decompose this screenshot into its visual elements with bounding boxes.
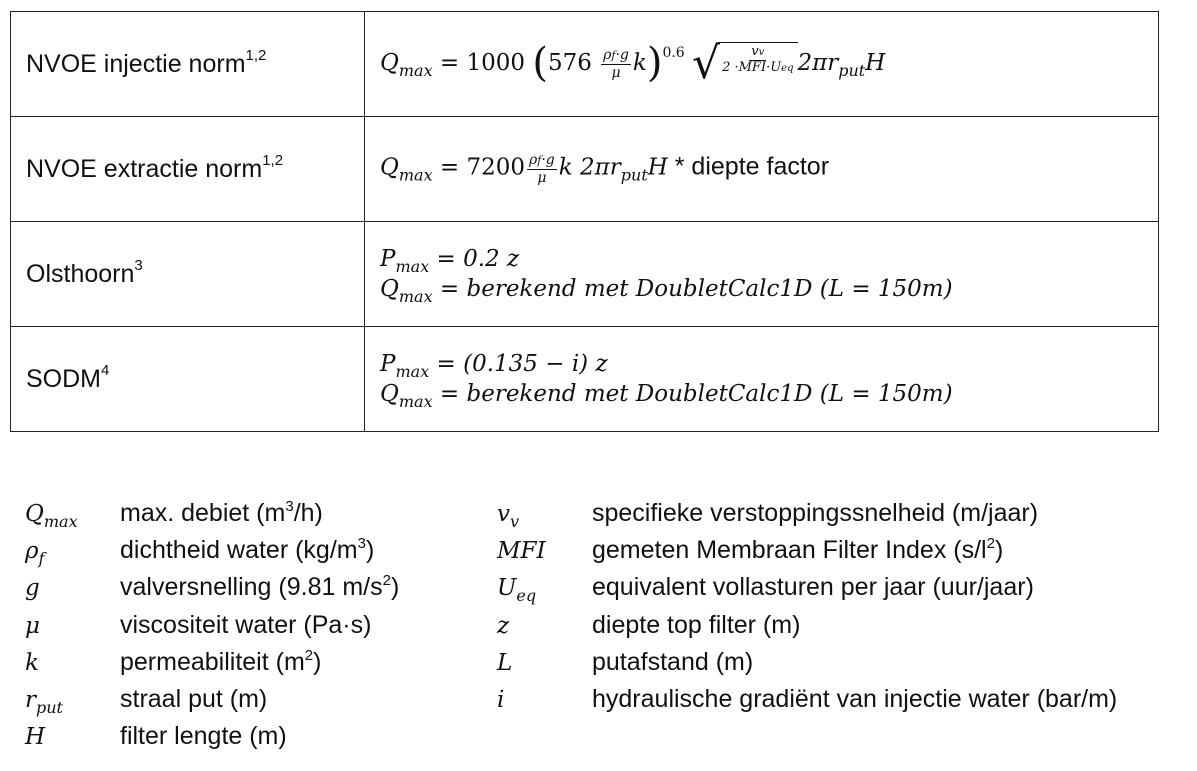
norm-reference: 1,2 — [245, 46, 267, 64]
legend-symbol: L — [497, 650, 513, 676]
legend-description: filter lengte (m) — [120, 722, 287, 750]
norm-reference: 3 — [134, 256, 143, 274]
legend-symbol: H — [25, 724, 46, 750]
legend-symbol: $v_v$ — [497, 501, 520, 531]
legend-symbol: MFI — [497, 538, 546, 564]
formula-tail: 2πr — [797, 50, 839, 76]
formula-text-tail: * diepte factor — [667, 153, 830, 181]
norm-reference: 4 — [101, 361, 110, 379]
open-paren: ( — [532, 40, 548, 86]
frac-den: μ — [537, 169, 547, 186]
formula-lhs: Q — [380, 381, 399, 407]
formula-lhs: Q — [380, 155, 399, 181]
frac-num: ρ — [603, 47, 612, 64]
frac-num-sub: f — [537, 154, 542, 168]
legend-symbol: $U_{eq}$ — [497, 575, 537, 605]
legend-symbol: i — [497, 687, 505, 713]
legend-symbol: $Q_{max}$ — [25, 501, 78, 531]
legend-description: valversnelling (9.81 $m/s^2$) — [120, 572, 400, 601]
legend-description: putafstand (m) — [592, 648, 754, 676]
formula-eq: = 7200 — [439, 155, 526, 181]
sqrt-den-sub: eq — [781, 62, 794, 74]
sqrt-num: v — [751, 44, 759, 59]
frac-num: ρ — [529, 152, 538, 169]
frac-num-rest: ·g — [541, 152, 555, 169]
formula-rhs: = 0.2 z — [436, 246, 520, 272]
close-paren: ) — [646, 40, 663, 86]
frac-num-rest: ·g — [615, 47, 629, 64]
legend-description: hydraulische gradiënt van injectie water (bar/m) — [592, 685, 1118, 713]
formula-tail-sub: put — [838, 61, 866, 80]
norm-name: NVOE extractie norm — [26, 154, 263, 183]
legend-description: viscositeit water (Pa·s) — [120, 611, 372, 639]
legend-description: max. debiet $(m^3/h)$ — [120, 498, 323, 527]
formula-after-frac: k 2πr — [558, 155, 621, 181]
legend-description: diepte top filter (m) — [592, 611, 801, 639]
legend-description: permeabiliteit $(m^2)$ — [120, 647, 322, 676]
norm-name: Olsthoorn — [26, 259, 135, 288]
square-root: √ $\frac{vv}{\text{2 ·MFI·Ueq}}$ — [692, 42, 797, 86]
legend-symbol: $r_{put}$ — [25, 687, 63, 717]
formula-exponent: 0.6 — [662, 45, 685, 61]
formula-eq: = 1000 — [439, 50, 526, 76]
legend-description: dichtheid water $(kg/m^3)$ — [120, 535, 375, 564]
legend-symbol: z — [497, 613, 510, 639]
formula-k: k — [632, 50, 647, 76]
formula-rhs: = (0.135 − i) z — [436, 351, 608, 377]
formula-lhs: P — [380, 246, 396, 272]
sqrt-den: 2 ·MFI·U — [722, 59, 782, 75]
legend-symbol: g — [25, 575, 40, 601]
formula-lhs-sub: max — [398, 287, 433, 306]
sqrt-num-sub: v — [758, 47, 765, 58]
legend-symbol: μ — [25, 613, 40, 639]
legend-description: straal put (m) — [120, 685, 268, 713]
norm-reference: 1,2 — [262, 151, 284, 169]
formula-lhs: Q — [380, 276, 399, 302]
legend-symbol: $\rho_f$ — [25, 538, 45, 568]
legend-symbol: k — [25, 650, 39, 676]
frac-den: μ — [611, 64, 621, 81]
norm-name: NVOE injectie norm — [26, 49, 246, 78]
legend-description: equivalent vollasturen per jaar (uur/jaar) — [592, 573, 1034, 601]
formula-rhs: = berekend met DoubletCalc1D (L = 150m) — [439, 276, 953, 302]
frac-num-sub: f — [611, 49, 616, 63]
formula-rhs: = berekend met DoubletCalc1D (L = 150m) — [439, 381, 953, 407]
formula-lhs-sub: max — [398, 392, 433, 411]
formula-after-end: H — [647, 155, 668, 181]
legend-description: gemeten Membraan Filter Index $(s/l^2)$ — [592, 535, 1004, 564]
formula-inner-const: 576 — [547, 50, 592, 76]
norm-name: SODM — [26, 364, 101, 393]
formula-lhs-sub: max — [395, 362, 430, 381]
formula-lhs-sub: max — [395, 257, 430, 276]
formula-tail-end: H — [865, 50, 886, 76]
legend-description: specifieke verstoppingssnelheid (m/jaar) — [592, 499, 1039, 527]
formula-after-sub: put — [620, 166, 648, 185]
formula-lhs-sub: max — [398, 61, 433, 80]
formula-lhs: Q — [380, 50, 399, 76]
formula-lhs-sub: max — [398, 166, 433, 185]
formula-lhs: P — [380, 351, 396, 377]
